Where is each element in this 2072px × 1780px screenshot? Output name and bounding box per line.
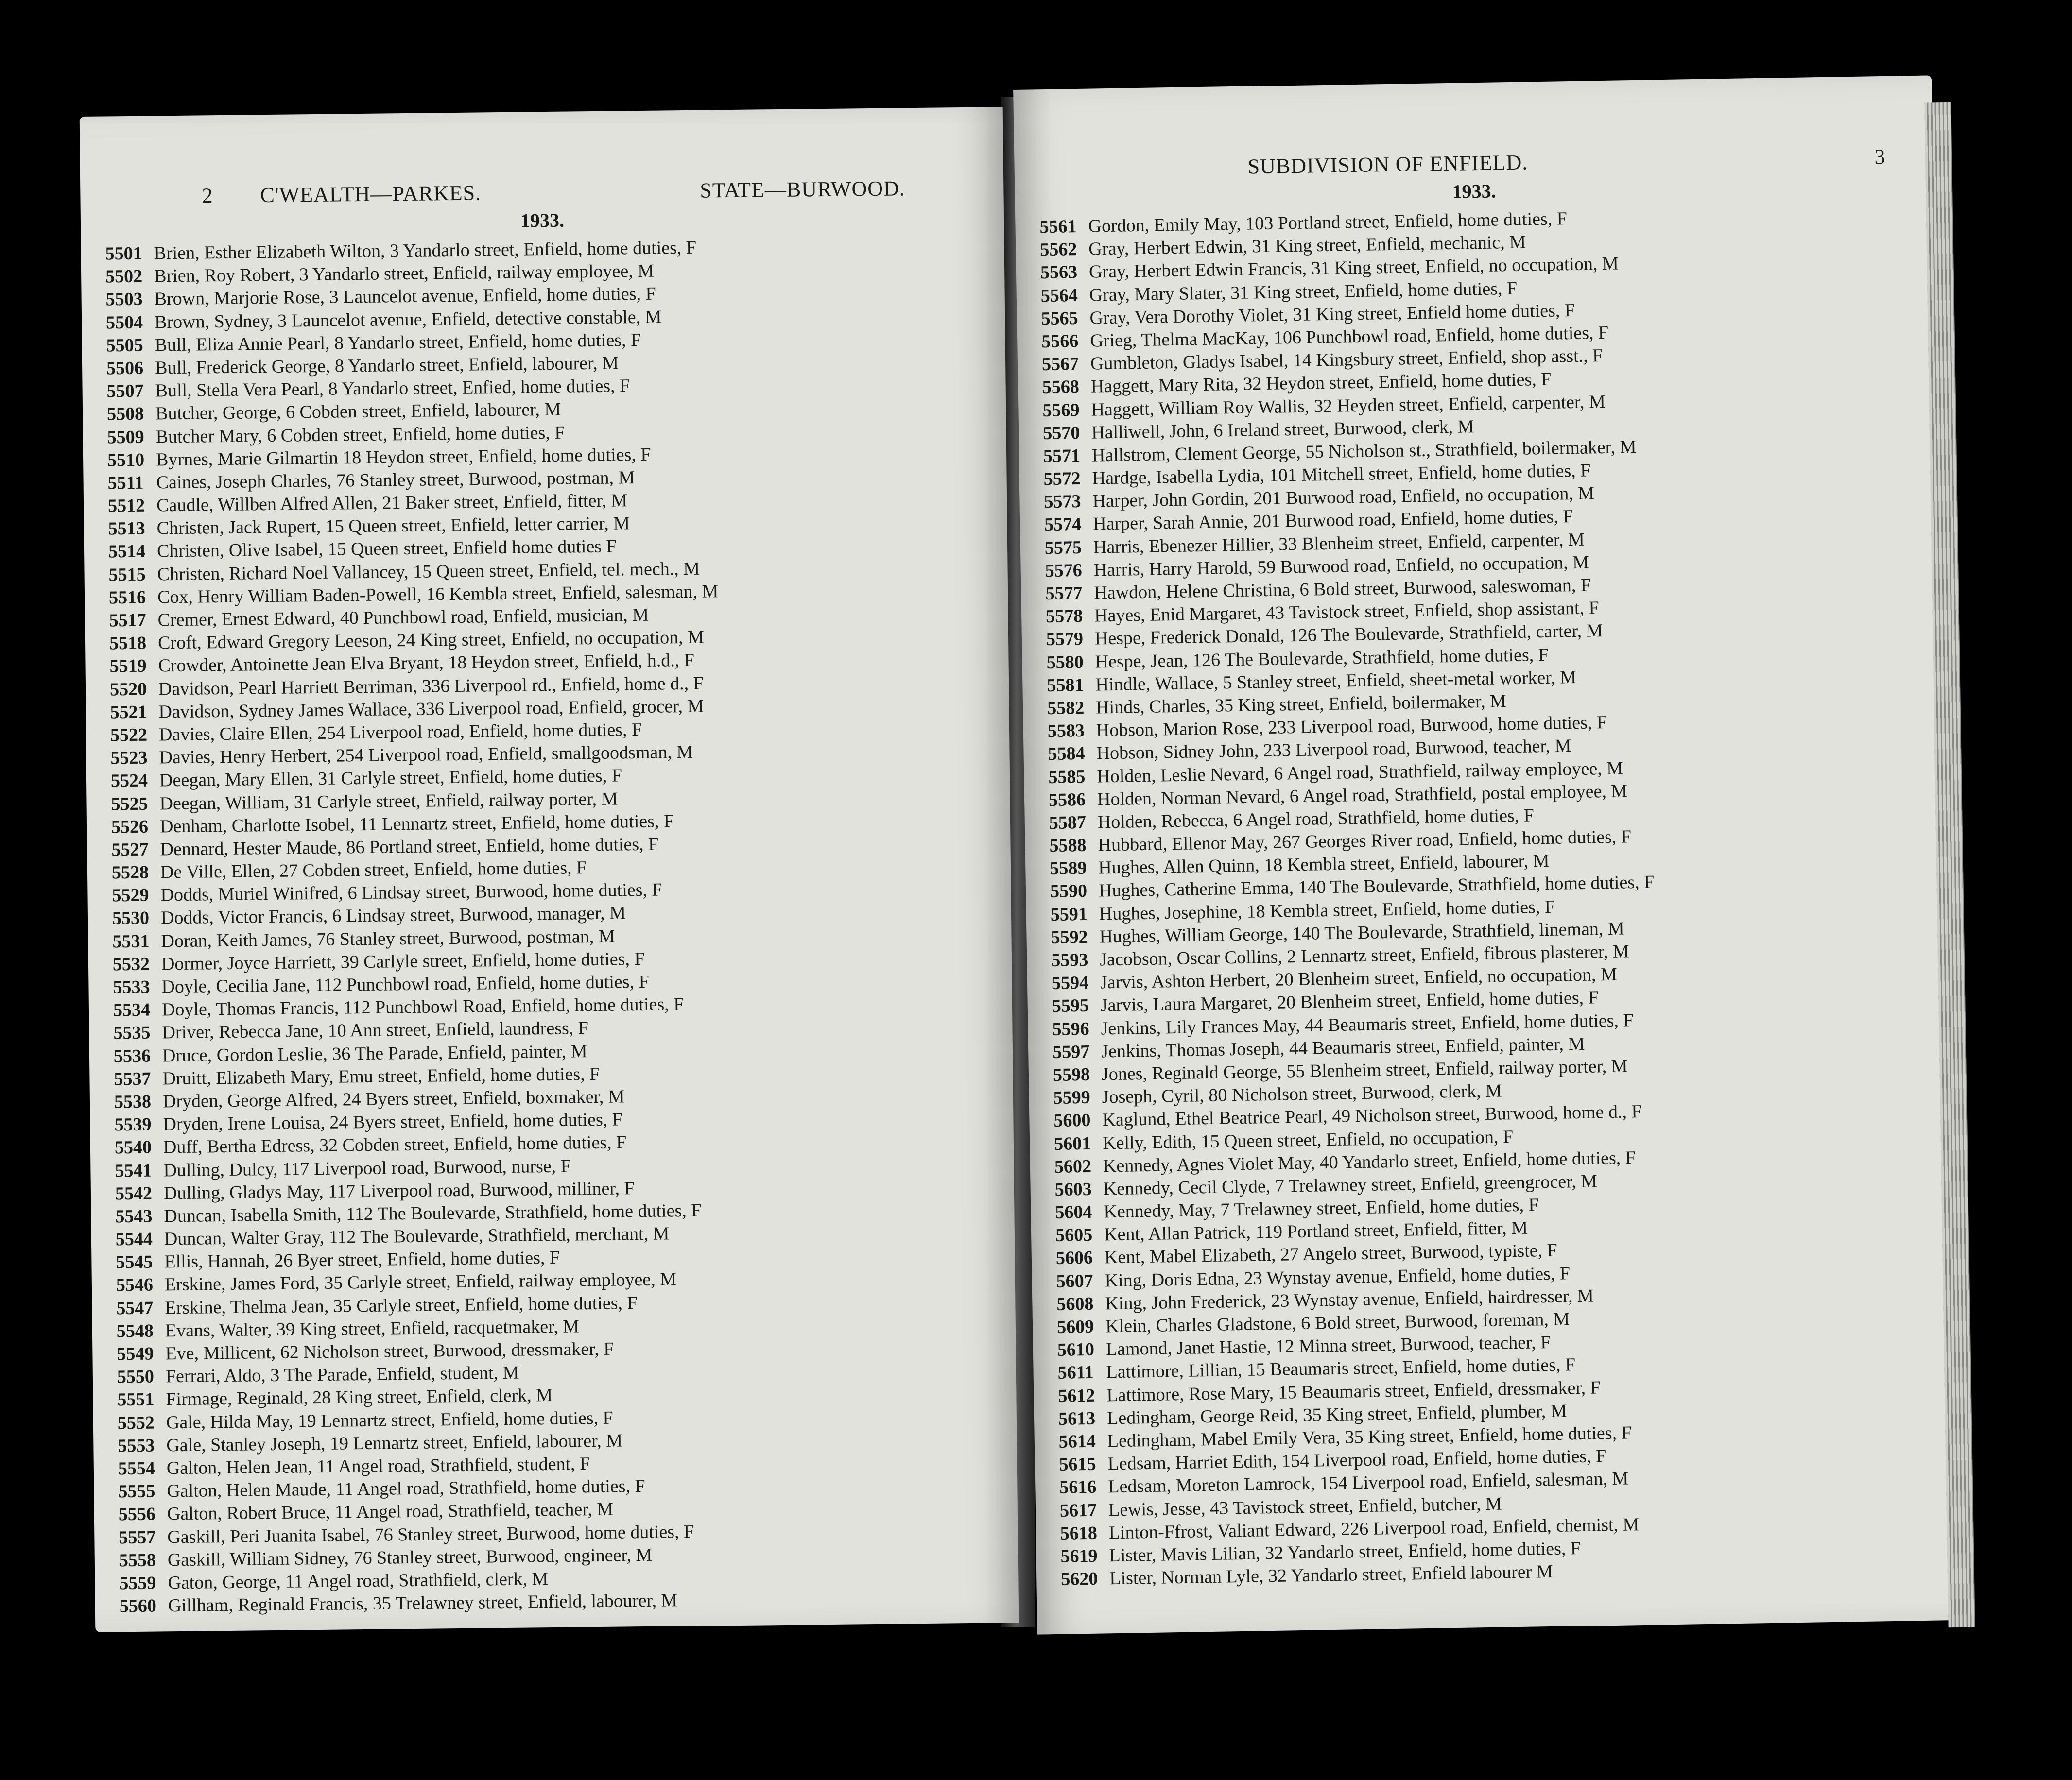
entry-text: Bull, Frederick George, 8 Yandarlo street, Enfield, labourer, M [155, 353, 619, 378]
entry-number: 5602 [1054, 1156, 1092, 1177]
entry-number: 5581 [1047, 674, 1084, 696]
entry-text: Duncan, Isabella Smith, 112 The Boulevarde, Strathfield, home duties, F [164, 1200, 702, 1227]
entry-text: Ledingham, George Reid, 35 King street, Enfield, plumber, M [1106, 1401, 1567, 1429]
entry-text: Doyle, Cecilia Jane, 112 Punchbowl road, Enfield, home duties, F [161, 971, 649, 997]
entry-text: Jones, Reginald George, 55 Blenheim street, Enfield, railway porter, M [1101, 1056, 1628, 1085]
entry-text: King, Doris Edna, 23 Wynstay avenue, Enfield, home duties, F [1105, 1263, 1571, 1291]
right-page [1013, 75, 1956, 1634]
entry-text: Kennedy, May, 7 Trelawney street, Enfield, home duties, F [1104, 1195, 1539, 1222]
entry-number: 5543 [115, 1206, 153, 1227]
entry-text: Davidson, Pearl Harriett Berriman, 336 Liverpool rd., Enfield, home d., F [158, 673, 704, 699]
entry-text: Ellis, Hannah, 26 Byer street, Enfield, home duties, F [164, 1248, 560, 1272]
entry-number: 5542 [115, 1183, 153, 1204]
entry-text: Kent, Allan Patrick, 119 Portland street, Enfield, fitter, M [1104, 1217, 1528, 1245]
entry-text: Galton, Helen Jean, 11 Angel road, Strathfield, student, F [166, 1454, 590, 1479]
entry-text: Gale, Hilda May, 19 Lennartz street, Enfield, home duties, F [166, 1407, 613, 1433]
entry-text: Driver, Rebecca Jane, 10 Ann street, Enfield, laundress, F [162, 1018, 589, 1043]
entry-text: Gray, Herbert Edwin Francis, 31 King street, Enfield, no occupation, M [1088, 253, 1619, 283]
entry-number: 5520 [109, 679, 147, 700]
entry-text: Gordon, Emily May, 103 Portland street, Enfield, home duties, F [1088, 208, 1568, 237]
entry-text: Hughes, William George, 140 The Boulevarde, Strathfield, lineman, M [1099, 918, 1624, 947]
entry-text: Dodds, Victor Francis, 6 Lindsay street, Burwood, manager, M [160, 903, 626, 928]
entry-text: Dennard, Hester Maude, 86 Portland street, Enfield, home duties, F [160, 834, 659, 860]
entry-number: 5594 [1051, 973, 1089, 994]
entry-text: Hallstrom, Clement George, 55 Nicholson st., Strathfield, boilermaker, M [1091, 436, 1637, 466]
entry-number: 5577 [1045, 582, 1083, 604]
entry-text: Crowder, Antoinette Jean Elva Bryant, 18 Heydon street, Enfield, h.d., F [158, 650, 695, 676]
entry-number: 5600 [1053, 1110, 1091, 1131]
entry-text: Harper, Sarah Annie, 201 Burwood road, Enfield, home duties, F [1092, 506, 1573, 535]
entry-number: 5603 [1054, 1179, 1092, 1200]
entry-text: Dormer, Joyce Harriett, 39 Carlyle street, Enfield, home duties, F [161, 948, 645, 975]
entry-number: 5589 [1050, 858, 1087, 879]
entry-text: Klein, Charles Gladstone, 6 Bold street, Burwood, foreman, M [1105, 1309, 1570, 1337]
entry-number: 5553 [118, 1435, 155, 1456]
entry-number: 5592 [1051, 926, 1088, 948]
entry-number: 5508 [106, 403, 144, 425]
entry-number: 5512 [107, 495, 145, 516]
entry-text: Erskine, Thelma Jean, 35 Carlyle street, Enfield, home duties, F [165, 1292, 638, 1318]
entry-number: 5551 [117, 1389, 155, 1410]
entry-number: 5531 [112, 931, 150, 952]
entry-number: 5572 [1043, 468, 1081, 490]
entry-text: Kelly, Edith, 15 Queen street, Enfield, no occupation, F [1102, 1126, 1514, 1153]
entry-list [1039, 202, 1940, 1591]
entry-text: Dulling, Dulcy, 117 Liverpool road, Burwood, nurse, F [163, 1156, 571, 1181]
entry-text: Gaton, George, 11 Angel road, Strathfield, clerk, M [168, 1568, 549, 1593]
entry-number: 5517 [109, 610, 146, 631]
entry-number: 5530 [112, 908, 150, 929]
entry-text: Gray, Mary Slater, 31 King street, Enfield, home duties, F [1089, 278, 1518, 306]
entry-text: Jarvis, Ashton Herbert, 20 Blenheim street, Enfield, no occupation, M [1100, 964, 1618, 993]
entry-text: Brown, Marjorie Rose, 3 Launcelot avenue, Enfield, home duties, F [154, 284, 656, 309]
entry-number: 5561 [1039, 216, 1077, 238]
entry-number: 5507 [106, 380, 144, 402]
entry-number: 5537 [114, 1068, 151, 1090]
entry-text: Jenkins, Lily Frances May, 44 Beaumaris street, Enfield, home duties, F [1101, 1010, 1634, 1039]
entry-text: Denham, Charlotte Isobel, 11 Lennartz street, Enfield, home duties, F [159, 810, 674, 837]
entry-text: Gillham, Reginald Francis, 35 Trelawney street, Enfield, labourer, M [168, 1590, 678, 1616]
entry-number: 5555 [118, 1481, 155, 1502]
entry-number: 5501 [105, 243, 142, 264]
entry-text: Hughes, Catherine Emma, 140 The Boulevarde, Strathfield, home duties, F [1098, 872, 1655, 901]
entry-text: Davies, Henry Herbert, 254 Liverpool road, Enfield, smallgoodsman, M [159, 742, 693, 768]
entry-text: Hubbard, Ellenor May, 267 Georges River road, Enfield, home duties, F [1098, 826, 1632, 856]
entry-text: Byrnes, Marie Gilmartin 18 Heydon street, Enfield, home duties, F [155, 444, 651, 470]
entry-text: Doyle, Thomas Francis, 112 Punchbowl Road, Enfield, home duties, F [161, 994, 684, 1020]
entry-number: 5505 [106, 335, 143, 356]
entry-number: 5516 [108, 587, 146, 608]
entry-number: 5606 [1055, 1248, 1093, 1269]
entry-text: Deegan, William, 31 Carlyle street, Enfield, railway porter, M [159, 788, 618, 814]
entry-text: Holden, Norman Nevard, 6 Angel road, Strathfield, postal employee, M [1097, 781, 1628, 810]
entry-number: 5503 [105, 289, 143, 310]
entry-number: 5560 [119, 1595, 157, 1617]
entry-number: 5620 [1060, 1568, 1098, 1590]
entry-text: Kent, Mabel Elizabeth, 27 Angelo street, Burwood, typiste, F [1104, 1240, 1558, 1268]
entry-text: Haggett, Mary Rita, 32 Heydon street, Enfield, home duties, F [1090, 369, 1552, 397]
entry-text: Hobson, Marion Rose, 233 Liverpool road, Burwood, home duties, F [1096, 712, 1607, 741]
entry-text: Haggett, William Roy Wallis, 32 Heyden street, Enfield, carpenter, M [1091, 391, 1606, 420]
entry-number: 5506 [106, 358, 144, 379]
entry-number: 5511 [107, 472, 144, 494]
entry-text: Davies, Claire Ellen, 254 Liverpool road, Enfield, home duties, F [158, 719, 642, 745]
entry-number: 5598 [1053, 1064, 1090, 1085]
entry-text: Holden, Leslie Nevard, 6 Angel road, Strathfield, railway employee, M [1097, 758, 1623, 787]
entry-number: 5558 [119, 1550, 156, 1571]
entry-number: 5557 [119, 1527, 156, 1548]
entry-number: 5586 [1048, 789, 1086, 810]
entry-number: 5611 [1057, 1362, 1094, 1384]
entry-number: 5525 [111, 793, 148, 814]
entry-number: 5570 [1042, 422, 1080, 444]
entry-number: 5518 [109, 633, 147, 654]
entry-number: 5610 [1057, 1339, 1095, 1361]
entry-text: Davidson, Sydney James Wallace, 336 Liverpool road, Enfield, grocer, M [158, 696, 704, 722]
entry-number: 5576 [1045, 560, 1083, 581]
entry-number: 5591 [1050, 904, 1088, 925]
entry-number: 5575 [1044, 537, 1082, 558]
entry-number: 5584 [1048, 743, 1085, 765]
entry-text: Gaskill, William Sidney, 76 Stanley street, Burwood, engineer, M [167, 1544, 653, 1570]
entry-number: 5574 [1044, 514, 1082, 535]
entry-number: 5617 [1059, 1500, 1097, 1521]
entry-text: Lamond, Janet Hastie, 12 Minna street, Burwood, teacher, F [1105, 1332, 1551, 1360]
entry-number: 5544 [115, 1229, 153, 1250]
entry-text: Harris, Ebenezer Hillier, 33 Blenheim street, Enfield, carpenter, M [1093, 529, 1585, 558]
entry-number: 5515 [108, 564, 146, 585]
entry-number: 5564 [1040, 285, 1078, 306]
entry-text: Hughes, Josephine, 18 Kembla street, Enfield, home duties, F [1099, 896, 1555, 924]
entry-text: Bull, Eliza Annie Pearl, 8 Yandarlo street, Enfield, home duties, F [155, 329, 641, 356]
entry-text: Christen, Richard Noel Vallancey, 15 Queen street, Enfield, tel. mech., M [157, 558, 700, 585]
entry-text: Cremer, Ernest Edward, 40 Punchbowl road, Enfield, musician, M [157, 604, 649, 631]
entry-number: 5601 [1053, 1133, 1091, 1154]
entry-number: 5527 [111, 839, 149, 860]
entry-text: Druitt, Elizabeth Mary, Emu street, Enfield, home duties, F [162, 1063, 600, 1089]
entry-text: Joseph, Cyril, 80 Nicholson street, Burwood, clerk, M [1102, 1080, 1502, 1108]
entry-number: 5609 [1056, 1316, 1094, 1337]
page-number: 3 [1874, 144, 1886, 169]
entry-number: 5514 [108, 541, 146, 562]
entry-text: Gumbleton, Gladys Isabel, 14 Kingsbury street, Enfield, shop asst., F [1090, 345, 1603, 374]
entry-text: Halliwell, John, 6 Ireland street, Burwood, clerk, M [1091, 416, 1474, 443]
entry-text: Christen, Jack Rupert, 15 Queen street, Enfield, letter carrier, M [156, 513, 630, 539]
entry-text: Gray, Herbert Edwin, 31 King street, Enfield, mechanic, M [1088, 232, 1526, 259]
entry-number: 5547 [116, 1298, 154, 1318]
entry-number: 5549 [117, 1343, 154, 1365]
entry-text: Lattimore, Rose Mary, 15 Beaumaris street, Enfield, dressmaker, F [1106, 1377, 1601, 1405]
entry-number: 5596 [1052, 1018, 1089, 1040]
entry-text: Brien, Esther Elizabeth Wilton, 3 Yandarlo street, Enfield, home duties, F [154, 237, 697, 264]
entry-text: Gaskill, Peri Juanita Isabel, 76 Stanley street, Burwood, home duties, F [167, 1521, 694, 1547]
entry-number: 5559 [119, 1573, 156, 1594]
entry-text: Kennedy, Cecil Clyde, 7 Trelawney street, Enfield, greengrocer, M [1103, 1171, 1598, 1199]
year-heading: 1933. [1452, 180, 1496, 203]
entry-text: Linton-Ffrost, Valiant Edward, 226 Liverpool road, Enfield, chemist, M [1108, 1514, 1640, 1543]
entry-text: Caines, Joseph Charles, 76 Stanley street, Burwood, postman, M [156, 467, 635, 493]
entry-text: De Ville, Ellen, 27 Cobden street, Enfield, home duties, F [160, 857, 587, 883]
entry-number: 5522 [110, 724, 148, 746]
entry-text: Hespe, Jean, 126 The Boulevarde, Strathfield, home duties, F [1095, 644, 1549, 672]
entry-number: 5567 [1041, 354, 1079, 375]
entry-number: 5532 [112, 954, 150, 975]
entry-number: 5604 [1055, 1201, 1092, 1223]
entry-number: 5528 [111, 862, 149, 883]
entry-text: Butcher, George, 6 Cobden street, Enfield, labourer, M [155, 399, 561, 424]
entry-text: Galton, Robert Bruce, 11 Angel road, Strathfield, teacher, M [167, 1499, 614, 1524]
entry-text: Hindle, Wallace, 5 Stanley street, Enfield, sheet-metal worker, M [1095, 667, 1577, 695]
entry-number: 5502 [105, 266, 143, 287]
entry-number: 5540 [114, 1137, 152, 1158]
entry-number: 5526 [111, 816, 149, 838]
entry-number: 5580 [1046, 651, 1084, 673]
entry-number: 5599 [1053, 1087, 1091, 1109]
year-heading: 1933. [520, 209, 565, 232]
entry-number: 5504 [105, 312, 143, 333]
entry-number: 5568 [1042, 377, 1080, 398]
entry-number: 5523 [110, 747, 148, 769]
entry-number: 5510 [107, 449, 145, 471]
entry-number: 5608 [1056, 1293, 1094, 1315]
entry-text: Lattimore, Lillian, 15 Beaumaris street, Enfield, home duties, F [1106, 1354, 1576, 1383]
entry-number: 5541 [115, 1160, 152, 1181]
entry-text: Lister, Norman Lyle, 32 Yandarlo street, Enfield labourer M [1109, 1561, 1553, 1589]
entry-number: 5588 [1049, 835, 1087, 856]
entry-text: Lewis, Jesse, 43 Tavistock street, Enfield, butcher, M [1108, 1493, 1502, 1520]
entry-number: 5613 [1058, 1408, 1096, 1429]
entry-text: Croft, Edward Gregory Leeson, 24 King street, Enfield, no occupation, M [157, 627, 705, 653]
entry-text: Hobson, Sidney John, 233 Liverpool road, Burwood, teacher, M [1096, 736, 1571, 764]
entry-text: Harper, John Gordin, 201 Burwood road, Enfield, no occupation, M [1092, 483, 1595, 512]
entry-text: Firmage, Reginald, 28 King street, Enfield, clerk, M [166, 1385, 553, 1410]
entry-number: 5513 [108, 518, 145, 539]
entry-text: Dryden, George Alfred, 24 Byers street, Enfield, boxmaker, M [162, 1086, 625, 1112]
entry-text: Galton, Helen Maude, 11 Angel road, Strathfield, home duties, F [167, 1476, 645, 1502]
entry-number: 5618 [1060, 1523, 1098, 1544]
entry-text: Cox, Henry William Baden-Powell, 16 Kembla street, Enfield, salesman, M [157, 581, 719, 608]
entry-text: Duncan, Walter Gray, 112 The Boulevarde, Strathfield, merchant, M [164, 1223, 670, 1249]
entry-number: 5585 [1048, 766, 1086, 787]
entry-text: Harris, Harry Harold, 59 Burwood road, Enfield, no occupation, M [1093, 552, 1589, 581]
header-right: STATE—BURWOOD. [700, 176, 905, 203]
entry-text: Duff, Bertha Edress, 32 Cobden street, Enfield, home duties, F [163, 1132, 627, 1158]
entry-number: 5612 [1058, 1385, 1095, 1406]
entry-number: 5571 [1043, 445, 1081, 467]
entry-text: Hawdon, Helene Christina, 6 Bold street, Burwood, saleswoman, F [1094, 575, 1591, 603]
entry-number: 5619 [1060, 1545, 1098, 1567]
entry-number: 5590 [1050, 881, 1088, 902]
entry-text: Kennedy, Agnes Violet May, 40 Yandarlo street, Enfield, home duties, F [1103, 1147, 1636, 1177]
entry-number: 5556 [118, 1504, 156, 1525]
entry-number: 5579 [1046, 629, 1084, 650]
entry-text: Erskine, James Ford, 35 Carlyle street, Enfield, railway employee, M [164, 1269, 677, 1295]
entry-text: Bull, Stella Vera Pearl, 8 Yandarlo street, Enfied, home duties, F [155, 376, 630, 401]
entry-number: 5534 [113, 999, 151, 1021]
entry-text: Dulling, Gladys May, 117 Liverpool road, Burwood, milliner, F [163, 1178, 635, 1204]
entry-number: 5554 [118, 1458, 155, 1479]
entry-text: Kaglund, Ethel Beatrice Pearl, 49 Nicholson street, Burwood, home d., F [1102, 1101, 1642, 1130]
entry-number: 5563 [1040, 262, 1078, 283]
entry-number: 5546 [116, 1275, 154, 1296]
entry-number: 5519 [109, 656, 147, 677]
left-page [80, 107, 1019, 1632]
entry-text: Jacobson, Oscar Collins, 2 Lennartz street, Enfield, fibrous plasterer, M [1099, 941, 1630, 970]
entry-number: 5524 [110, 770, 148, 791]
entry-text: Dryden, Irene Louisa, 24 Byers street, Enfield, home duties, F [163, 1109, 623, 1135]
entry-text: Ledingham, Mabel Emily Vera, 35 King street, Enfield, home duties, F [1107, 1422, 1632, 1452]
entry-text: Grieg, Thelma MacKay, 106 Punchbowl road, Enfield, home duties, F [1089, 322, 1609, 351]
entry-list [105, 233, 1004, 1618]
entry-text: King, John Frederick, 23 Wynstay avenue, Enfield, hairdresser, M [1105, 1285, 1594, 1314]
entry-number: 5509 [107, 427, 144, 447]
entry-number: 5607 [1056, 1270, 1093, 1292]
entry-number: 5578 [1045, 606, 1083, 627]
entry-number: 5566 [1041, 330, 1079, 352]
entry-number: 5593 [1051, 949, 1088, 971]
entry-number: 5550 [117, 1366, 155, 1387]
entry-text: Christen, Olive Isabel, 15 Queen street, Enfield home duties F [156, 536, 617, 562]
entry-number: 5597 [1052, 1041, 1090, 1062]
entry-number: 5587 [1049, 812, 1087, 833]
entry-text: Deegan, Mary Ellen, 31 Carlyle street, Enfield, home duties, F [159, 765, 622, 791]
entry-number: 5535 [113, 1022, 151, 1044]
entry-text: Ledsam, Moreton Lamrock, 154 Liverpool road, Enfield, salesman, M [1108, 1468, 1629, 1497]
entry-number: 5605 [1055, 1225, 1093, 1246]
entry-number: 5545 [116, 1251, 153, 1273]
entry-text: Jarvis, Laura Margaret, 20 Blenheim street, Enfield, home duties, F [1100, 987, 1599, 1016]
entry-number: 5615 [1059, 1454, 1096, 1475]
entry-number: 5538 [114, 1091, 152, 1112]
entry-number: 5562 [1039, 239, 1077, 260]
entry-text: Evans, Walter, 39 King street, Enfield, racquetmaker, M [165, 1316, 580, 1341]
entry-text: Hinds, Charles, 35 King street, Enfield, boilermaker, M [1095, 691, 1507, 718]
entry-text: Brown, Sydney, 3 Launcelot avenue, Enfield, detective constable, M [154, 307, 662, 333]
entry-text: Gale, Stanley Joseph, 19 Lennartz street, Enfield, labourer, M [166, 1430, 623, 1456]
header-left: C'WEALTH—PARKES. [260, 181, 482, 207]
page-number: 2 [202, 184, 213, 208]
entry-text: Ferrari, Aldo, 3 The Parade, Enfield, student, M [165, 1362, 519, 1387]
entry-text: Dodds, Muriel Winifred, 6 Lindsay street, Burwood, home duties, F [160, 879, 662, 906]
header-center: SUBDIVISION OF ENFIELD. [1247, 150, 1528, 179]
entry-text: Ledsam, Harriet Edith, 154 Liverpool road, Enfield, home duties, F [1107, 1446, 1606, 1474]
entry-number: 5614 [1058, 1431, 1096, 1452]
entry-number: 5536 [113, 1045, 151, 1066]
entry-text: Hughes, Allen Quinn, 18 Kembla street, Enfield, labourer, M [1098, 851, 1550, 878]
entry-number: 5582 [1047, 697, 1085, 719]
entry-number: 5595 [1052, 995, 1089, 1017]
entry-text: Lister, Mavis Lilian, 32 Yandarlo street, Enfield, home duties, F [1109, 1538, 1581, 1566]
entry-text: Doran, Keith James, 76 Stanley street, Burwood, postman, M [161, 926, 615, 951]
entry-number: 5521 [110, 702, 147, 723]
entry-number: 5548 [116, 1320, 154, 1342]
entry-text: Hayes, Enid Margaret, 43 Tavistock street, Enfield, shop assistant, F [1094, 598, 1600, 626]
entry-text: Jenkins, Thomas Joseph, 44 Beaumaris street, Enfield, painter, M [1101, 1033, 1585, 1062]
entry-text: Gray, Vera Dorothy Violet, 31 King street, Enfield home duties, F [1089, 300, 1575, 328]
entry-text: Hespe, Frederick Donald, 126 The Boulevarde, Strathfield, carter, M [1094, 620, 1603, 649]
entry-number: 5573 [1044, 491, 1081, 513]
entry-number: 5533 [113, 976, 150, 998]
entry-number: 5539 [114, 1114, 152, 1135]
entry-number: 5616 [1059, 1477, 1097, 1498]
entry-number: 5583 [1047, 720, 1085, 742]
entry-number: 5569 [1042, 399, 1080, 421]
entry-text: Hardge, Isabella Lydia, 101 Mitchell street, Enfield, home duties, F [1092, 460, 1591, 489]
entry-number: 5565 [1041, 308, 1078, 329]
entry-text: Caudle, Willben Alfred Allen, 21 Baker street, Enfield, fitter, M [156, 490, 628, 516]
entry-number: 5529 [112, 885, 149, 906]
entry-text: Holden, Rebecca, 6 Angel road, Strathfield, home duties, F [1097, 805, 1535, 833]
entry-number: 5552 [117, 1412, 155, 1433]
entry-text: Eve, Millicent, 62 Nicholson street, Burwood, dressmaker, F [165, 1338, 614, 1364]
entry-text: Butcher Mary, 6 Cobden street, Enfield, home duties, F [155, 422, 565, 447]
entry-text: Brien, Roy Robert, 3 Yandarlo street, Enfield, railway employee, M [154, 260, 655, 287]
entry-text: Druce, Gordon Leslie, 36 The Parade, Enfield, painter, M [162, 1041, 587, 1066]
